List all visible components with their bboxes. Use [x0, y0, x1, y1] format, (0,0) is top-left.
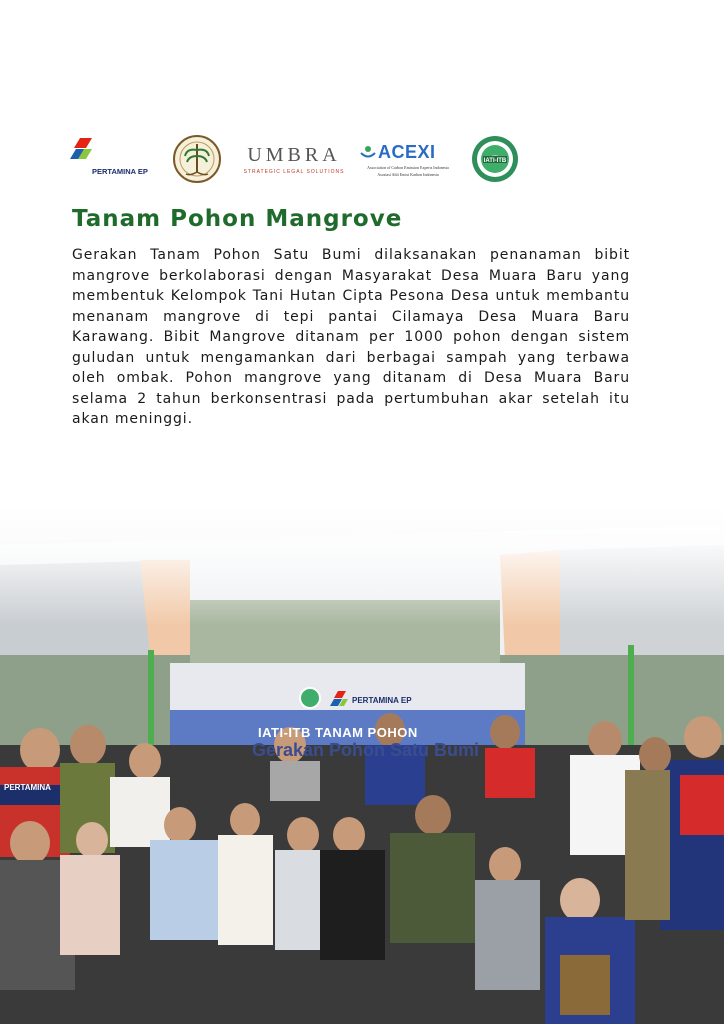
acexi-logo-text: ACEXI: [378, 142, 436, 162]
acexi-line1: Association of Carbon Emission Experts Indonesia: [367, 165, 449, 170]
group-photo: [0, 505, 724, 1024]
klhk-emblem-logo: [172, 134, 222, 184]
banner-heading: IATI-ITB TANAM POHON: [258, 725, 418, 740]
banner-brand-text: PERTAMINA EP: [352, 696, 412, 705]
umbra-logo-text: UMBRA: [247, 144, 341, 166]
iati-itb-logo: [470, 134, 520, 184]
article-body: Gerakan Tanam Pohon Satu Bumi dilaksanakan penanaman bibit mangrove berkolaborasi dengan Masyarakat Desa Muara Baru yang membentuk Kelompok Tani Hutan Cipta Pesona Desa untuk membantu menanam mangrove di tepi pantai Cilamaya Desa Muara Baru Karawang. Bibit Mangrove ditanam per 1000 pohon dengan sistem guludan untuk mengamankan dari berbagai sampah yang terbawa oleh ombak. Pohon mangrove yang ditanam di Desa Muara Baru selama 2 tahun berkonsentrasi pada pertumbuhan akar setelah itu akan meninggi.: [72, 247, 630, 427]
umbra-tagline: STRATEGIC LEGAL SOLUTIONS: [243, 169, 345, 175]
acexi-leaf-icon: [360, 144, 376, 160]
banner-subheading: Gerakan Pohon Satu Bumi: [252, 740, 480, 760]
photo-top-fade: [0, 505, 724, 625]
partner-logos: [70, 132, 520, 188]
iati-logo-text: IATI-ITB: [483, 158, 507, 164]
article-title: Tanam Pohon Mangrove: [72, 206, 403, 232]
pertamina-ep-logo: [70, 138, 160, 182]
pertamina-logo-text: PERTAMINA EP: [92, 167, 148, 176]
acexi-line2: Asosiasi Ahli Emisi Karbon Indonesia: [377, 172, 439, 177]
acexi-logo: [360, 142, 456, 182]
umbra-logo: [240, 144, 348, 180]
shirt-print-text: PERTAMINA: [4, 783, 51, 792]
